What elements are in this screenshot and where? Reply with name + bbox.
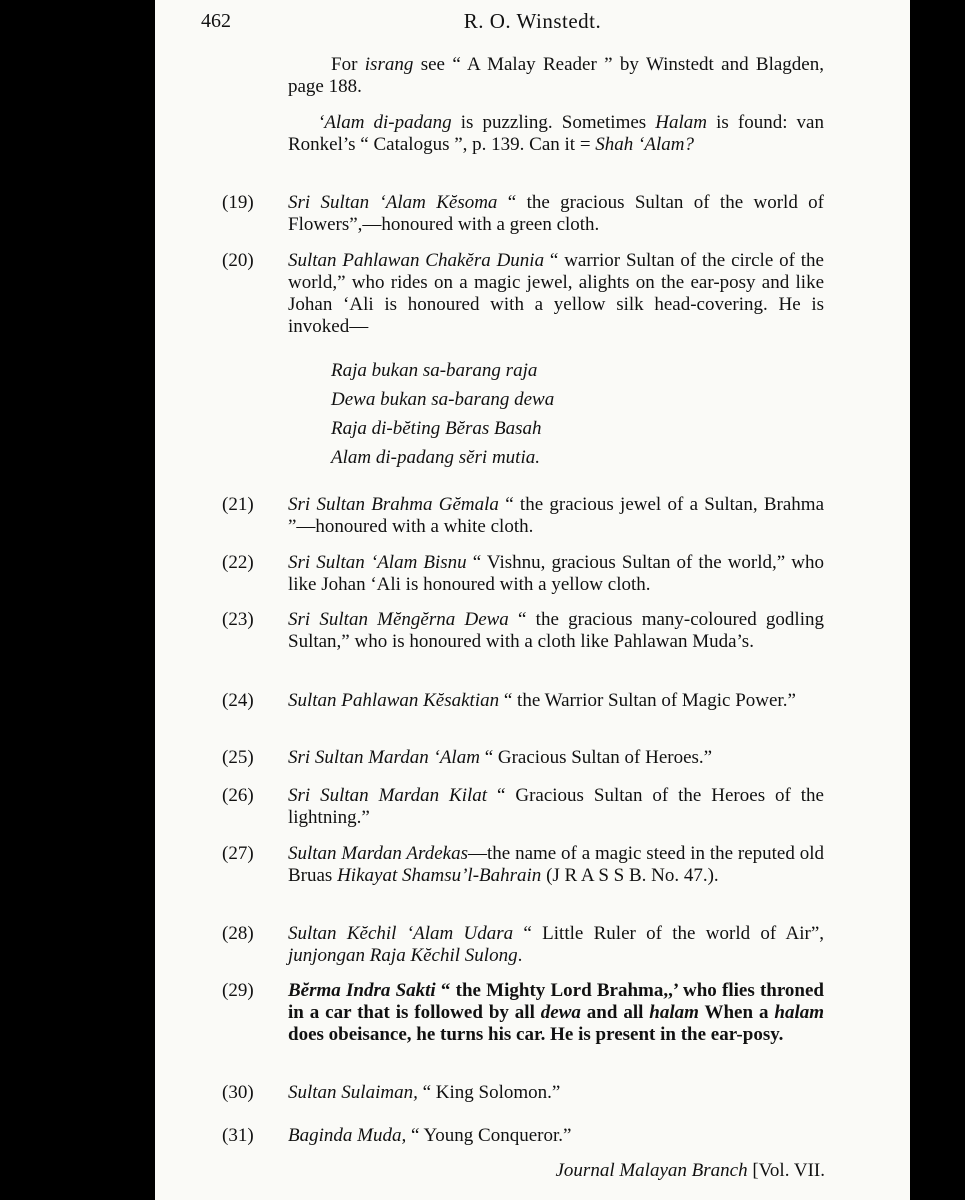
entry-number: (22) <box>222 552 254 573</box>
verse-line: Dewa bukan sa-barang dewa <box>331 389 555 410</box>
footer-journal: Journal Malayan Branch <box>555 1160 748 1181</box>
entry-text: Sri Sultan Brahma Gĕmala “ the gracious jewel of a Sultan, Brahma ”—honoured with a white cloth. <box>288 494 824 537</box>
entry-number: (27) <box>222 843 254 864</box>
invocation-verse <box>331 356 554 472</box>
entry-number: (25) <box>222 747 254 768</box>
entry-text: Sultan Mardan Ardekas—the name of a magic steed in the reputed old Bruas Hikayat Shamsu’l-Bahrain (J R A S S B. No. 47.). <box>288 843 824 886</box>
entry-text: Sri Sultan Mardan Kilat “ Gracious Sultan of the Heroes of the lightning.” <box>288 785 824 828</box>
document-page <box>155 0 910 1200</box>
entry-text: Sri Sultan Mardan ‘Alam “ Gracious Sultan of Heroes.” <box>288 747 713 768</box>
page-footer <box>556 1160 826 1182</box>
verse-line: Alam di-padang sĕri mutia. <box>331 447 540 468</box>
running-head: R. O. Winstedt. <box>463 9 602 33</box>
verse-line: Raja di-bĕting Bĕras Basah <box>331 418 542 439</box>
entry-number: (28) <box>222 923 254 944</box>
entry-number: (30) <box>222 1082 254 1103</box>
entry-number: (31) <box>222 1125 254 1146</box>
entry-number: (19) <box>222 192 254 213</box>
page-header <box>155 8 910 38</box>
entry-text: Sultan Pahlawan Chakĕra Dunia “ warrior Sultan of the circle of the world,” who rides on a magic jewel, alights on the ear-posy and like Johan ‘Ali is honoured with a yellow silk head-covering. He is invoked— <box>288 250 824 337</box>
entry-text: Sri Sultan Mĕngĕrna Dewa “ the gracious many-coloured godling Sultan,” who is honoured with a cloth like Pahlawan Muda’s. <box>288 609 824 652</box>
entry-text: Bĕrma Indra Sakti “ the Mighty Lord Brahma,,’ who flies throned in a car that is followed by all dewa and all halam When a halam does obeisance, he turns his car. He is present in the ear-posy. <box>288 980 825 1045</box>
entry-number: (24) <box>222 690 254 711</box>
entry-number: (23) <box>222 609 254 630</box>
entry-number: (26) <box>222 785 254 806</box>
entry-text: Sri Sultan ‘Alam Bisnu “ Vishnu, gracious Sultan of the world,” who like Johan ‘Ali is honoured with a yellow cloth. <box>288 552 824 595</box>
entry-text: Sultan Sulaiman, “ King Solomon.” <box>288 1082 561 1103</box>
page-number: 462 <box>201 10 231 32</box>
entry-text: Sultan Kĕchil ‘Alam Udara “ Little Ruler of the world of Air”, junjongan Raja Kĕchil Sulong. <box>288 923 825 966</box>
footer-volume: [Vol. VII. <box>747 1160 825 1181</box>
entry-text: Sultan Pahlawan Kĕsaktian “ the Warrior Sultan of Magic Power.” <box>288 690 796 711</box>
intro-paragraph-1: For israng see “ A Malay Reader ” by Winstedt and Blagden, page 188. <box>288 54 824 97</box>
entry-number: (29) <box>222 980 254 1001</box>
entry-text: Sri Sultan ‘Alam Kĕsoma “ the gracious Sultan of the world of Flowers”,—honoured with a green cloth. <box>288 192 824 235</box>
entry-text: Baginda Muda, “ Young Conqueror.” <box>288 1125 572 1146</box>
intro-paragraph-2: ‘Alam di-padang is puzzling. Sometimes Halam is found: van Ronkel’s “ Catalogus ”, p. 139. Can it = Shah ‘Alam? <box>288 112 824 155</box>
entry-number: (20) <box>222 250 254 271</box>
entry-number: (21) <box>222 494 254 515</box>
verse-line: Raja bukan sa-barang raja <box>331 360 538 381</box>
